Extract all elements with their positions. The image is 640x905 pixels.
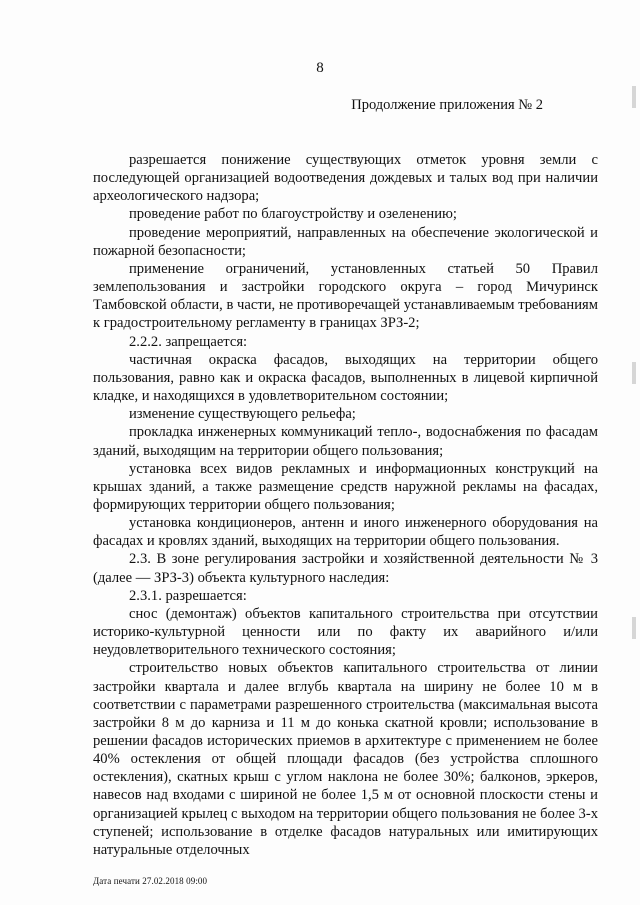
print-date-footer: Дата печати 27.02.2018 09:00 — [93, 876, 208, 886]
scan-margin-mark — [632, 362, 636, 384]
paragraph: снос (демонтаж) объектов капитального строительства при отсутствии историко-культурной ценности или по факту их аварийного и/или неудовлетворительного технического состояния; — [93, 605, 598, 659]
paragraph: 2.3.1. разрешается: — [129, 587, 247, 604]
paragraph: проведение работ по благоустройству и озеленению; — [129, 206, 457, 223]
paragraph: 2.2.2. запрещается: — [129, 333, 248, 350]
paragraph: 2.3. В зоне регулирования застройки и хозяйственной деятельности № 3 (далее — ЗРЗ-3) объекта культурного наследия: — [93, 551, 598, 586]
document-body — [93, 151, 598, 859]
scan-margin-mark — [632, 86, 636, 108]
appendix-heading: Продолжение приложения № 2 — [351, 97, 543, 113]
paragraph: установка всех видов рекламных и информационных конструкций на крышах зданий, а также размещение средств наружной рекламы на фасадах, формирующих территории общего пользования; — [93, 460, 598, 513]
paragraph: проведение мероприятий, направленных на обеспечение экологической и пожарной безопасности; — [93, 224, 598, 259]
paragraph: изменение существующего рельефа; — [129, 406, 356, 423]
paragraph: прокладка инженерных коммуникаций тепло-, водоснабжения по фасадам зданий, выходящим на территории общего пользования; — [93, 424, 598, 459]
paragraph: установка кондиционеров, антенн и иного инженерного оборудования на фасадах и кровлях зданий, выходящих на территории общего пользования. — [93, 515, 598, 550]
page-number: 8 — [316, 60, 324, 76]
scan-margin-mark — [632, 617, 636, 639]
paragraph: разрешается понижение существующих отметок уровня земли с последующей организацией водоотведения дождевых и талых вод при наличии археологического надзора; — [93, 152, 598, 205]
paragraph: частичная окраска фасадов, выходящих на территории общего пользования, равно как и окраска фасадов, выполненных в лицевой кирпичной кладке, и находящихся в удовлетворительном состоянии; — [93, 351, 598, 405]
paragraph: применение ограничений, установленных статьей 50 Правил землепользования и застройки городского округа – город Мичуринск Тамбовской области, в части, не противоречащей устанавливаемым требованиям к градостроительному регламенту в границах ЗРЗ-2; — [93, 260, 598, 332]
paragraph: строительство новых объектов капитального строительства от линии застройки квартала и далее вглубь квартала на ширину не более 10 м в соответствии с параметрами разрешенного строительства (максимальная высота застройки 8 м до карниза и 11 м до конька скатной кровли; использование в решении фасадов исторических приемов в архитектуре с применением не более 40% остекления от общей площади фасадов (без устройства сплошного остекления), скатных крыш с углом наклона не более 30%; балконов, эркеров, навесов над входами с шириной не более 1,5 м от основной плоскости стены и организацией крылец с выходом на территории общего пользования не более 3-х ступеней; использование в отделке фасадов натуральных или имитирующих натуральные отделочных — [93, 660, 598, 858]
